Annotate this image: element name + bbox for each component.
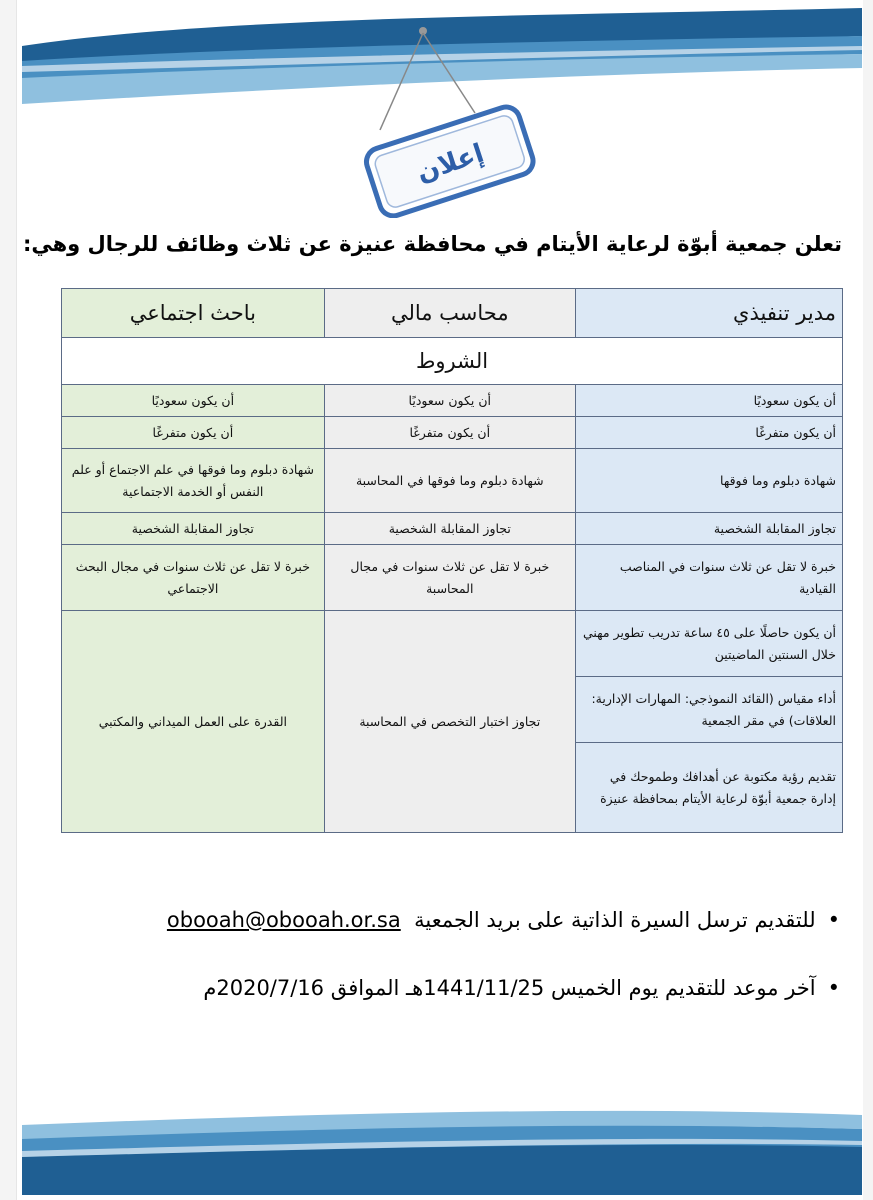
announcement-sign — [340, 18, 540, 218]
page-edge-right — [863, 0, 873, 1200]
header-accountant: محاسب مالي — [324, 289, 575, 338]
announcement-headline: تعلن جمعية أبوّة لرعاية الأيتام في محافظة عنيزة عن ثلاث وظائف للرجال وهي: — [22, 232, 842, 256]
table-cell: أن يكون حاصلًا على ٤٥ ساعة تدريب تطوير مهني خلال السنتين الماضيتين — [575, 611, 842, 677]
table-row — [62, 449, 843, 513]
table-row — [62, 385, 843, 417]
section-title: الشروط — [62, 338, 843, 385]
email-link[interactable]: obooah@obooah.or.sa — [166, 908, 401, 932]
header-social-researcher: باحث اجتماعي — [62, 289, 325, 338]
table-row — [62, 513, 843, 545]
bottom-wave-decoration — [22, 1095, 862, 1195]
table-row — [62, 611, 843, 677]
header-executive-director: مدير تنفيذي — [575, 289, 842, 338]
bullet-dot-icon: • — [827, 976, 840, 1000]
table-header-row — [62, 289, 843, 338]
table-cell: تجاوز المقابلة الشخصية — [324, 513, 575, 545]
table-cell: تجاوز المقابلة الشخصية — [62, 513, 325, 545]
table-row — [62, 417, 843, 449]
table-cell: خبرة لا تقل عن ثلاث سنوات في المناصب القيادية — [575, 545, 842, 611]
apply-instruction — [60, 908, 840, 932]
table-cell: أن يكون سعوديًا — [575, 385, 842, 417]
table-cell: أن يكون متفرغًا — [62, 417, 325, 449]
page-edge-left — [0, 0, 17, 1200]
table-cell: تجاوز اختبار التخصص في المحاسبة — [324, 611, 575, 833]
table-cell: تقديم رؤية مكتوبة عن أهدافك وطموحك في إدارة جمعية أبوّة لرعاية الأيتام بمحافظة عنيزة — [575, 743, 842, 833]
apply-text: للتقديم ترسل السيرة الذاتية على بريد الجمعية — [414, 908, 816, 932]
deadline-note — [60, 976, 840, 1000]
table-cell: أداء مقياس (القائد النموذجي: المهارات الإدارية: العلاقات) في مقر الجمعية — [575, 677, 842, 743]
job-requirements-table — [61, 288, 843, 833]
table-cell: أن يكون متفرغًا — [575, 417, 842, 449]
table-cell: القدرة على العمل الميداني والمكتبي — [62, 611, 325, 833]
sign-label: إعلان — [413, 138, 488, 189]
table-cell: شهادة دبلوم وما فوقها في المحاسبة — [324, 449, 575, 513]
table-cell: أن يكون سعوديًا — [324, 385, 575, 417]
table-row — [62, 545, 843, 611]
table-cell: أن يكون متفرغًا — [324, 417, 575, 449]
table-cell: تجاوز المقابلة الشخصية — [575, 513, 842, 545]
table-cell: خبرة لا تقل عن ثلاث سنوات في مجال المحاسبة — [324, 545, 575, 611]
section-row — [62, 338, 843, 385]
deadline-text: آخر موعد للتقديم يوم الخميس 1441/11/25هـ الموافق 2020/7/16م — [203, 976, 816, 1000]
table-cell: شهادة دبلوم وما فوقها في علم الاجتماع أو علم النفس أو الخدمة الاجتماعية — [62, 449, 325, 513]
table-cell: خبرة لا تقل عن ثلاث سنوات في مجال البحث الاجتماعي — [62, 545, 325, 611]
bullet-dot-icon: • — [827, 908, 840, 932]
table-cell: شهادة دبلوم وما فوقها — [575, 449, 842, 513]
table-cell: أن يكون سعوديًا — [62, 385, 325, 417]
